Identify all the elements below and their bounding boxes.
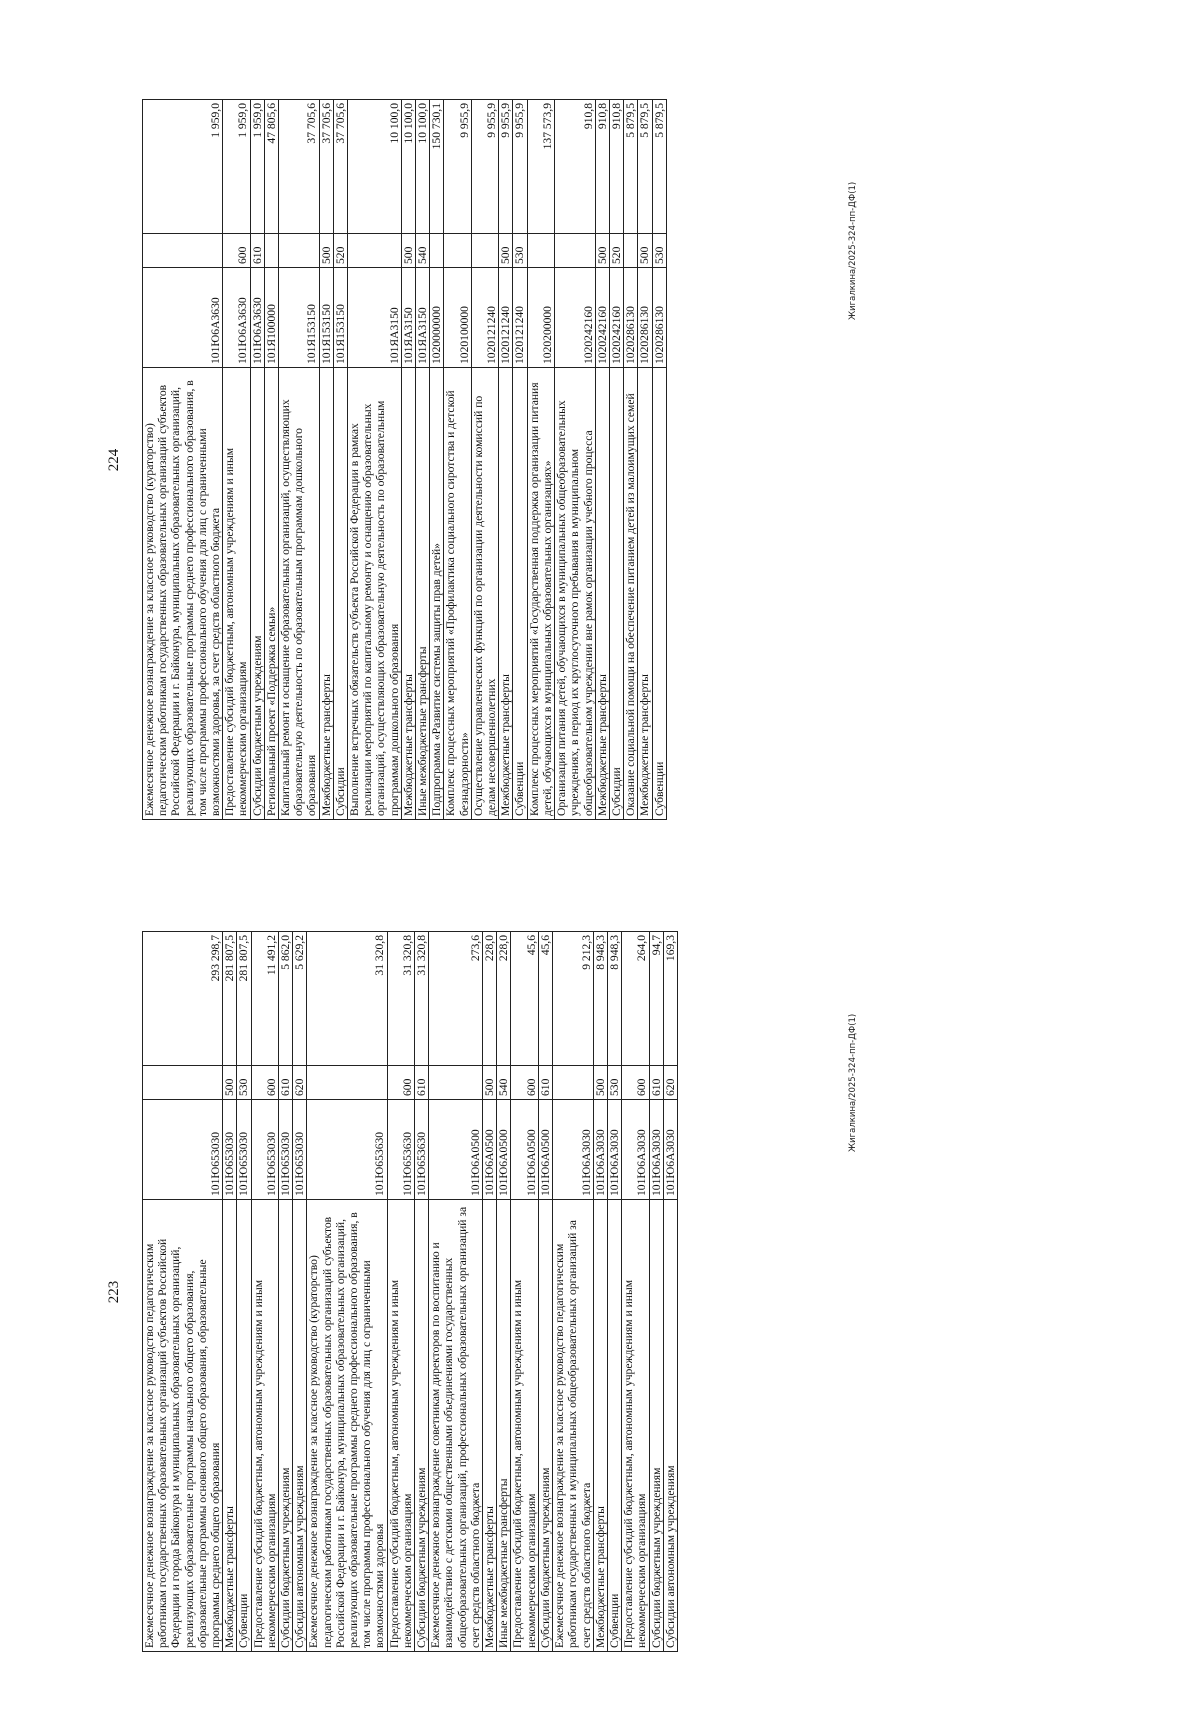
row-expense-type-cell: 600 [622,1066,649,1100]
row-code-cell: 101Ю6А0500 [497,1100,511,1200]
table-row [595,100,609,820]
row-expense-type-cell: 530 [652,234,666,268]
row-expense-type-cell: 620 [293,1066,307,1100]
table-row [553,932,594,1652]
row-name-cell: Субсидии автономным учреждениям [293,1200,307,1652]
row-code-cell: 1020200000 [527,268,554,368]
row-code-cell: 101Ю6А3030 [663,1100,677,1200]
row-name-cell: Осуществление управленческих функций по организации деятельности комиссий по делам несовершеннолетних [471,368,498,820]
row-expense-type-cell [527,234,554,268]
row-amount-cell: 5 862,0 [279,932,293,1066]
table-row [415,932,429,1652]
row-name-cell: Предоставление субсидий бюджетным, автономным учреждениям и иным некоммерческим организациям [223,368,250,820]
row-code-cell: 101Я153150 [319,268,333,368]
row-expense-type-cell: 600 [251,1066,278,1100]
row-expense-type-cell: 530 [513,234,527,268]
row-amount-cell: 45,6 [511,932,538,1066]
page-number: 224 [106,448,122,472]
row-name-cell: Ежемесячное денежное вознаграждение за классное руководство педагогическим работникам государственных образовательных организаций субъектов Российской Федерации и города Байконура и муниципальных образовательных организаций, реализующих образовательные программы начального общего образования, образовательные программы основного общего образования, образовательные программы среднего общего образования [143,1200,223,1652]
row-name-cell: Комплекс процессных мероприятий «Профилактика социального сиротства и детской безнадзорности» [444,368,471,820]
row-amount-cell: 150 730,1 [430,100,444,234]
row-name-cell: Субсидии [333,368,347,820]
row-amount-cell: 910,8 [609,100,623,234]
row-amount-cell: 10 100,0 [348,100,402,234]
row-code-cell: 1020242160 [609,268,623,368]
row-code-cell: 101Ю6А3630 [250,268,264,368]
row-name-cell: Предоставление субсидий бюджетным, автономным учреждениям и иным некоммерческим организациям [622,1200,649,1652]
table-row [348,100,402,820]
row-expense-type-cell: 500 [499,234,513,268]
table-row [251,932,278,1652]
row-name-cell: Иные межбюджетные трансферты [497,1200,511,1652]
table-row [333,100,347,820]
table-row [622,932,649,1652]
row-amount-cell: 273,6 [429,932,483,1066]
row-code-cell: 1020100000 [444,268,471,368]
table-row [511,932,538,1652]
row-code-cell: 101Я153150 [333,268,347,368]
row-code-cell: 101Ю6А3630 [143,268,223,368]
row-code-cell: 1020000000 [430,268,444,368]
row-expense-type-cell: 600 [511,1066,538,1100]
row-name-cell: Выполнение встречных обязательств субъекта Российской Федерации в рамках реализации мероприятий по капитальному ремонту и оснащению образовательных организаций, осуществляющих образовательную деятельность по образовательным программам дошкольного образования [348,368,402,820]
table-row [387,932,414,1652]
row-amount-cell: 281 807,5 [237,932,251,1066]
row-amount-cell: 8 948,3 [607,932,621,1066]
row-expense-type-cell [429,1066,483,1100]
row-name-cell: Субсидии автономным учреждениям [663,1200,677,1652]
row-code-cell: 101Ю6А3030 [649,1100,663,1200]
row-amount-cell: 5 879,5 [638,100,652,234]
row-name-cell: Межбюджетные трансферты [401,368,415,820]
row-expense-type-cell [143,234,223,268]
row-name-cell: Капитальный ремонт и оснащение образовательных организаций, осуществляющих образовательную деятельность по образовательным программам дошкольного образования [279,368,320,820]
row-expense-type-cell: 500 [595,234,609,268]
row-code-cell: 101Ю653630 [387,1100,414,1200]
row-expense-type-cell: 520 [333,234,347,268]
row-name-cell: Субвенции [237,1200,251,1652]
row-name-cell: Субсидии бюджетным учреждениям [279,1200,293,1652]
table-row [444,100,471,820]
row-expense-type-cell: 610 [415,1066,429,1100]
row-expense-type-cell: 540 [416,234,430,268]
row-amount-cell: 9 955,9 [513,100,527,234]
row-code-cell: 101Ю6А3630 [223,268,250,368]
row-amount-cell: 910,8 [555,100,596,234]
row-name-cell: Межбюджетные трансферты [593,1200,607,1652]
row-amount-cell: 293 298,7 [143,932,223,1066]
row-name-cell: Предоставление субсидий бюджетным, автономным учреждениям и иным некоммерческим организациям [511,1200,538,1652]
row-expense-type-cell: 610 [649,1066,663,1100]
row-name-cell: Ежемесячное денежное вознаграждение за классное руководство (кураторство) педагогическим работникам государственных образовательных организаций субъектов Российской Федерации и г. Байконура, муниципальных образовательных организаций, реализующих образовательные программы среднего профессионального образования, в том числе программы профессионального обучения для лиц с ограниченными возможностями здоровья [307,1200,387,1652]
row-expense-type-cell: 530 [237,1066,251,1100]
row-code-cell: 1020121240 [499,268,513,368]
row-code-cell: 1020242160 [595,268,609,368]
row-amount-cell: 5 879,5 [652,100,666,234]
row-amount-cell: 37 705,6 [279,100,320,234]
table-row [471,100,498,820]
row-name-cell: Ежемесячное денежное вознаграждение за классное руководство (кураторство) педагогическим работникам государственных образовательных организаций субъектов Российской Федерации и г. Байконура, муниципальных образовательных организаций, реализующих образовательные программы среднего профессионального образования, в том числе программы профессионального обучения для лиц с ограниченными возможностями здоровья, за счет средств областного бюджета [143,368,223,820]
table-row [223,932,237,1652]
row-amount-cell: 37 705,6 [319,100,333,234]
table-row [649,932,663,1652]
row-expense-type-cell: 610 [538,1066,552,1100]
row-code-cell: 101Ю6А3030 [607,1100,621,1200]
table-row [609,100,623,820]
row-code-cell: 101Ю6А0500 [429,1100,483,1200]
row-code-cell: 1020121240 [471,268,498,368]
row-expense-type-cell: 610 [279,1066,293,1100]
row-code-cell: 101Ю6А0500 [483,1100,497,1200]
row-code-cell: 101ЯА3150 [348,268,402,368]
row-expense-type-cell [444,234,471,268]
row-name-cell: Предоставление субсидий бюджетным, автономным учреждениям и иным некоммерческим организациям [387,1200,414,1652]
table-row [624,100,638,820]
row-name-cell: Подпрограмма «Развитие системы защиты прав детей» [430,368,444,820]
row-expense-type-cell: 500 [593,1066,607,1100]
row-amount-cell: 5 629,2 [293,932,307,1066]
table-row [607,932,621,1652]
row-name-cell: Субсидии бюджетным учреждениям [415,1200,429,1652]
row-name-cell: Субсидии [609,368,623,820]
table-row [430,100,444,820]
row-expense-type-cell: 500 [483,1066,497,1100]
row-expense-type-cell: 500 [223,1066,237,1100]
row-code-cell: 101Ю653030 [251,1100,278,1200]
row-code-cell: 101Ю653030 [293,1100,307,1200]
table-row [483,932,497,1652]
row-expense-type-cell [143,1066,223,1100]
row-code-cell: 1020121240 [513,268,527,368]
table-row [279,932,293,1652]
row-name-cell: Межбюджетные трансферты [223,1200,237,1652]
table-row [237,932,251,1652]
row-name-cell: Субсидии бюджетным учреждениям [649,1200,663,1652]
row-name-cell: Субсидии бюджетным учреждениям [250,368,264,820]
row-name-cell: Межбюджетные трансферты [638,368,652,820]
row-amount-cell: 1 959,0 [143,100,223,234]
page-number: 223 [106,1280,122,1304]
row-code-cell: 1020286130 [638,268,652,368]
row-amount-cell: 169,3 [663,932,677,1066]
row-name-cell: Субсидии бюджетным учреждениям [538,1200,552,1652]
row-amount-cell: 9 212,3 [553,932,594,1066]
row-name-cell: Межбюджетные трансферты [499,368,513,820]
row-amount-cell: 47 805,6 [264,100,278,234]
row-expense-type-cell [430,234,444,268]
row-name-cell: Субвенции [513,368,527,820]
row-expense-type-cell [348,234,402,268]
row-amount-cell: 8 948,3 [593,932,607,1066]
row-code-cell: 101Я100000 [264,268,278,368]
row-amount-cell: 228,0 [497,932,511,1066]
row-amount-cell: 37 705,6 [333,100,347,234]
table-row [497,932,511,1652]
row-code-cell: 101Ю6А3030 [622,1100,649,1200]
row-code-cell: 101Ю6А3030 [593,1100,607,1200]
row-name-cell: Межбюджетные трансферты [483,1200,497,1652]
row-expense-type-cell [624,234,638,268]
row-name-cell: Организация питания детей, обучающихся в муниципальных общеобразовательных учреждениях, в период их круглосуточного пребывания в муниципальном общеобразовательном учреждении вне рамок организации учебного процесса [555,368,596,820]
row-expense-type-cell: 610 [250,234,264,268]
row-code-cell: 101Ю653630 [415,1100,429,1200]
row-name-cell: Ежемесячное денежное вознаграждение советникам директоров по воспитанию и взаимодействию с детскими общественными объединениями государственных общеобразовательных организаций, профессиональных образовательных организаций за счет средств областного бюджета [429,1200,483,1652]
row-code-cell: 101Я153150 [279,268,320,368]
row-expense-type-cell [264,234,278,268]
row-name-cell: Комплекс процессных мероприятий «Государственная поддержка организации питания детей, обучающихся в муниципальных образовательных организациях» [527,368,554,820]
row-amount-cell: 94,7 [649,932,663,1066]
row-expense-type-cell [553,1066,594,1100]
row-name-cell: Межбюджетные трансферты [319,368,333,820]
row-expense-type-cell: 600 [223,234,250,268]
table-row [638,100,652,820]
row-expense-type-cell: 600 [387,1066,414,1100]
row-code-cell: 101Ю6А3030 [553,1100,594,1200]
row-name-cell: Оказание социальной помощи на обеспечение питанием детей из малоимущих семей [624,368,638,820]
row-amount-cell: 9 955,9 [499,100,513,234]
row-expense-type-cell: 500 [319,234,333,268]
row-name-cell: Ежемесячное денежное вознаграждение за классное руководство педагогическим работникам государственных и муниципальных общеобразовательных организаций за счет средств областного бюджета [553,1200,594,1652]
table-row [143,932,223,1652]
row-expense-type-cell: 500 [401,234,415,268]
row-amount-cell: 5 879,5 [624,100,638,234]
row-amount-cell: 264,0 [622,932,649,1066]
table-row [429,932,483,1652]
table-row [223,100,250,820]
row-amount-cell: 281 807,5 [223,932,237,1066]
table-row [663,932,677,1652]
budget-table [142,931,678,1652]
document-footer: Жигалкина/2025-324-пп-ДФ(1) [848,181,858,320]
row-amount-cell: 31 320,8 [415,932,429,1066]
table-row [527,100,554,820]
row-name-cell: Межбюджетные трансферты [595,368,609,820]
row-code-cell: 1020242160 [555,268,596,368]
row-code-cell: 101Ю653030 [237,1100,251,1200]
row-code-cell: 101Ю653030 [223,1100,237,1200]
table-row [279,100,320,820]
budget-table [142,99,667,820]
row-amount-cell: 228,0 [483,932,497,1066]
row-amount-cell: 9 955,9 [471,100,498,234]
row-amount-cell: 137 573,9 [527,100,554,234]
row-amount-cell: 10 100,0 [416,100,430,234]
row-code-cell: 1020286130 [624,268,638,368]
table-row [307,932,387,1652]
row-code-cell: 101Ю6А0500 [538,1100,552,1200]
row-expense-type-cell [555,234,596,268]
page-224 [100,0,860,820]
row-code-cell: 101ЯА3150 [401,268,415,368]
table-row [401,100,415,820]
row-expense-type-cell: 520 [609,234,623,268]
table-row [499,100,513,820]
row-name-cell: Иные межбюджетные трансферты [416,368,430,820]
row-expense-type-cell: 620 [663,1066,677,1100]
table-row [143,100,223,820]
row-expense-type-cell: 540 [497,1066,511,1100]
table-row [416,100,430,820]
row-code-cell: 101Ю653030 [143,1100,223,1200]
row-expense-type-cell [307,1066,387,1100]
row-code-cell: 101Ю653630 [307,1100,387,1200]
row-expense-type-cell [279,234,320,268]
row-code-cell: 101Ю6А0500 [511,1100,538,1200]
table-row [538,932,552,1652]
row-name-cell: Предоставление субсидий бюджетным, автономным учреждениям и иным некоммерческим организациям [251,1200,278,1652]
row-amount-cell: 1 959,0 [250,100,264,234]
row-name-cell: Субвенции [652,368,666,820]
table-row [264,100,278,820]
row-amount-cell: 45,6 [538,932,552,1066]
table-row [555,100,596,820]
row-expense-type-cell: 530 [607,1066,621,1100]
row-amount-cell: 10 100,0 [401,100,415,234]
row-amount-cell: 11 491,2 [251,932,278,1066]
table-row [250,100,264,820]
document-footer: Жигалкина/2025-324-пп-ДФ(1) [848,1013,858,1152]
row-expense-type-cell [471,234,498,268]
table-row [319,100,333,820]
row-amount-cell: 1 959,0 [223,100,250,234]
row-amount-cell: 9 955,9 [444,100,471,234]
row-name-cell: Субвенции [607,1200,621,1652]
row-amount-cell: 910,8 [595,100,609,234]
table-row [593,932,607,1652]
row-code-cell: 1020286130 [652,268,666,368]
row-code-cell: 101ЯА3150 [416,268,430,368]
table-row [513,100,527,820]
row-expense-type-cell: 500 [638,234,652,268]
row-code-cell: 101Ю653030 [279,1100,293,1200]
row-name-cell: Региональный проект «Поддержка семьи» [264,368,278,820]
table-row [652,100,666,820]
table-row [293,932,307,1652]
row-amount-cell: 31 320,8 [307,932,387,1066]
row-amount-cell: 31 320,8 [387,932,414,1066]
